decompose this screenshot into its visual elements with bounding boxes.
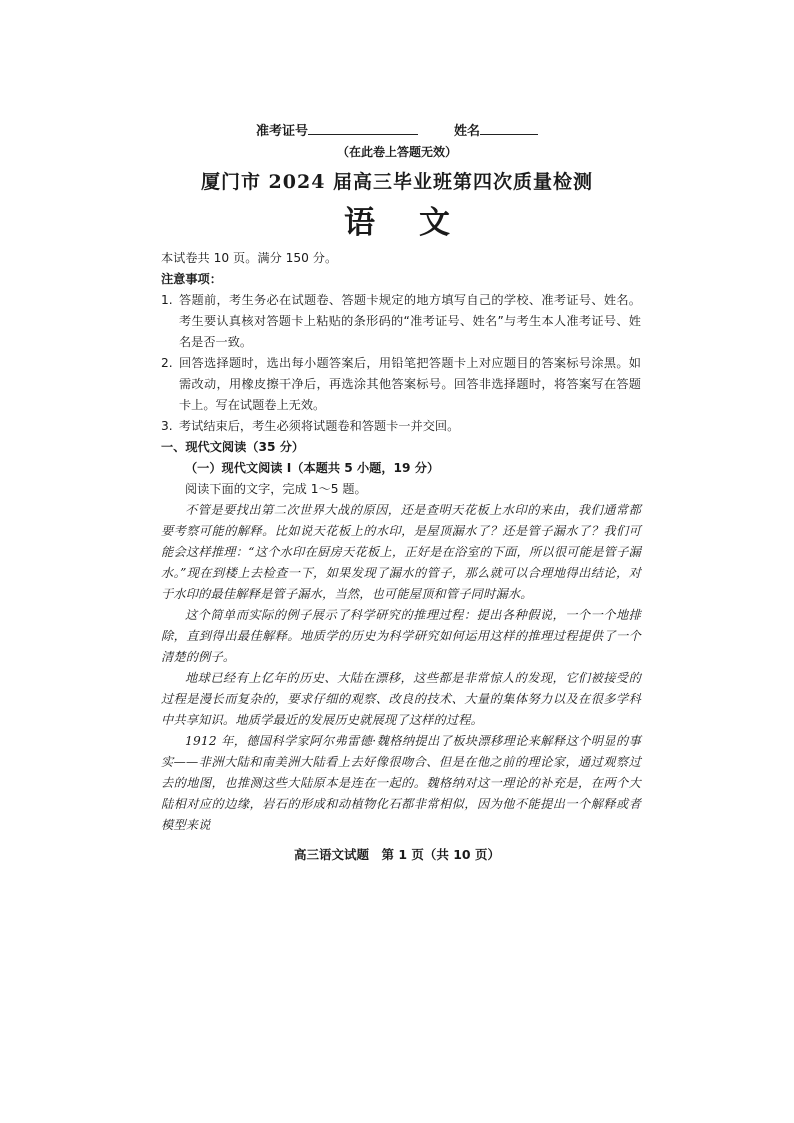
passage-paragraph: 这个简单而实际的例子展示了科学研究的推理过程：提出各种假说，一个一个地排除，直到得出最佳解释。地质学的历史为科学研究如何运用这样的推理过程提供了一个清楚的例子。 xyxy=(161,608,641,664)
section-heading: 一、现代文阅读（35 分） xyxy=(161,440,305,454)
rule-text: 回答选择题时，选出每小题答案后，用铅笔把答题卡上对应题目的答案标号涂黑。如需改动，用橡皮擦干净后，再选涂其他答案标号。回答非选择题时，将答案写在答题卡上。写在试题卷上无效。 xyxy=(179,356,641,412)
rule-number: 2. xyxy=(161,356,173,370)
rule-item xyxy=(161,416,641,437)
name-label: 姓名 xyxy=(454,124,481,139)
rule-text: 答题前，考生务必在试题卷、答题卡规定的地方填写自己的学校、准考证号、姓名。考生要认真核对答题卡上粘贴的条形码的“准考证号、姓名”与考生本人准考证号、姓名是否一致。 xyxy=(179,293,641,349)
passage-paragraph: 1912 年，德国科学家阿尔弗雷德·魏格纳提出了板块漂移理论来解释这个明显的事实——非洲大陆和南美洲大陆看上去好像很吻合、但是在他之前的理论家，通过观察过去的地图，也推测这些大陆原本是连在一起的。魏格纳对这一理论的补充是，在两个大陆相对应的边缘，岩石的形成和动植物化石都非常相似，因为他不能提出一个解释或者模型来说 xyxy=(161,734,641,832)
rule-number: 3. xyxy=(161,419,173,433)
rule-number: 1. xyxy=(161,293,173,307)
page-footer: 高三语文试题 第 1 页（共 10 页） xyxy=(293,847,500,862)
exam-body xyxy=(161,248,641,836)
rule-item xyxy=(161,353,641,416)
rule-text: 考试结束后，考生必须将试题卷和答题卡一并交回。 xyxy=(179,419,460,433)
exam-id-line xyxy=(0,120,794,139)
exam-id-label: 准考证号 xyxy=(255,124,308,139)
exam-summary: 本试卷共 10 页。满分 150 分。 xyxy=(161,251,338,265)
exam-id-blank[interactable] xyxy=(308,122,418,135)
passage-paragraph: 地球已经有上亿年的历史、大陆在漂移，这些都是非常惊人的发现，它们被接受的过程是漫长而复杂的，要求仔细的观察、改良的技术、大量的集体努力以及在很多学科中共享知识。地质学最近的发展历史就展现了这样的过程。 xyxy=(161,671,641,727)
exam-title: 厦门市 2024 届高三毕业班第四次质量检测 xyxy=(200,171,594,193)
subject-title: 语文 xyxy=(344,205,494,241)
reading-instruction: 阅读下面的文字，完成 1～5 题。 xyxy=(185,482,367,496)
rules-heading: 注意事项： xyxy=(161,272,222,286)
name-blank[interactable] xyxy=(480,122,538,135)
reading-passage xyxy=(161,500,641,836)
rule-item xyxy=(161,290,641,353)
no-answer-notice: （在此卷上答题无效） xyxy=(336,145,457,159)
subsection-heading: （一）现代文阅读 I（本题共 5 小题，19 分） xyxy=(185,461,440,475)
passage-paragraph: 不管是要找出第二次世界大战的原因，还是查明天花板上水印的来由，我们通常都要考察可能的解释。比如说天花板上的水印，是屋顶漏水了？还是管子漏水了？我们可能会这样推理：“这个水印在厨房天花板上，正好是在浴室的下面，所以很可能是管子漏水。”现在到楼上去检查一下，如果发现了漏水的管子，那么就可以合理地得出结论，对于水印的最佳解释是管子漏水，当然，也可能屋顶和管子同时漏水。 xyxy=(161,503,641,601)
